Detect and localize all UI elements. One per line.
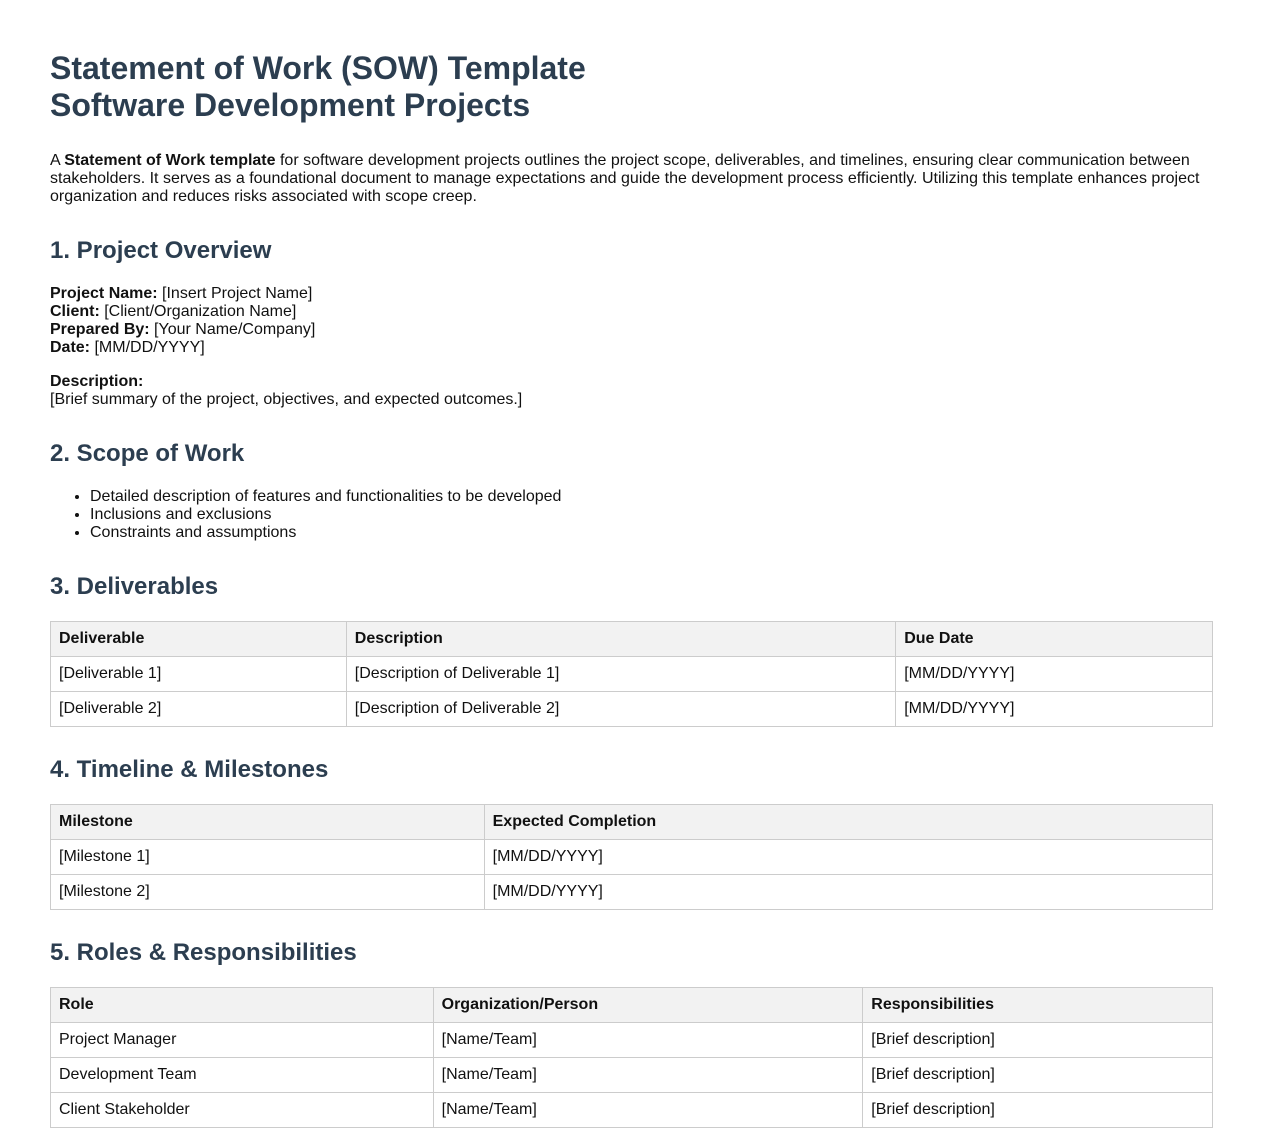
deliverables-table [50,621,1213,727]
table-row [51,1023,1213,1058]
table-header-row [51,622,1213,657]
scope-list [50,488,1213,542]
column-header: Organization/Person [433,988,863,1023]
column-header: Due Date [896,622,1213,657]
overview-description [50,373,1213,409]
column-header: Expected Completion [484,805,1212,840]
field-value: [Insert Project Name] [157,285,313,302]
table-row [51,1093,1213,1128]
section-heading-overview: 1. Project Overview [50,237,272,264]
table-cell: [Brief description] [863,1023,1213,1058]
section-heading-timeline: 4. Timeline & Milestones [50,756,329,783]
table-cell: [Deliverable 2] [51,692,347,727]
table-cell: [Name/Team] [433,1023,863,1058]
table-cell: [MM/DD/YYYY] [484,875,1212,910]
table-row [51,840,1213,875]
column-header: Description [346,622,895,657]
field-label: Client: [50,303,100,320]
table-cell: Development Team [51,1058,434,1093]
column-header: Role [51,988,434,1023]
column-header: Responsibilities [863,988,1213,1023]
table-header-row [51,805,1213,840]
table-cell: [Name/Team] [433,1093,863,1128]
table-row [51,1058,1213,1093]
table-row [51,692,1213,727]
title-line-2: Software Development Projects [50,87,531,123]
roles-table [50,987,1213,1128]
column-header: Milestone [51,805,485,840]
table-cell: [Milestone 2] [51,875,485,910]
field-prepared-by [50,321,1213,339]
intro-prefix: A [50,152,65,169]
section-heading-deliverables: 3. Deliverables [50,573,219,600]
column-header: Deliverable [51,622,347,657]
table-cell: [Description of Deliverable 2] [346,692,895,727]
description-label: Description: [50,373,144,390]
table-row [51,657,1213,692]
field-value: [Your Name/Company] [149,321,316,338]
field-label: Project Name: [50,285,158,302]
intro-bold: Statement of Work template [64,152,276,169]
table-cell: [Description of Deliverable 1] [346,657,895,692]
section-heading-roles: 5. Roles & Responsibilities [50,939,357,966]
intro-paragraph [50,152,1213,206]
table-cell: [MM/DD/YYYY] [896,692,1213,727]
field-client [50,303,1213,321]
table-cell: Project Manager [51,1023,434,1058]
table-cell: Client Stakeholder [51,1093,434,1128]
list-item: • Inclusions and exclusions [90,506,1213,524]
list-item: • Constraints and assumptions [90,524,1213,542]
intro-rest: for software development projects outlines the project scope, deliverables, and timelines, ensuring clear communication between stakeholders. It serves as a foundational document to manage expectations and guide the development process efficiently. Utilizing this template enhances project organization and reduces risks associated with scope creep. [50,152,1200,205]
overview-fields [50,285,1213,357]
field-label: Prepared By: [50,321,150,338]
field-date [50,339,1213,357]
field-value: [MM/DD/YYYY] [90,339,205,356]
page-title [50,50,1213,124]
table-cell: [Brief description] [863,1058,1213,1093]
table-row [51,875,1213,910]
table-cell: [MM/DD/YYYY] [484,840,1212,875]
table-cell: [Deliverable 1] [51,657,347,692]
table-cell: [Milestone 1] [51,840,485,875]
table-header-row [51,988,1213,1023]
table-cell: [Name/Team] [433,1058,863,1093]
title-line-1: Statement of Work (SOW) Template [50,50,586,86]
timeline-table [50,804,1213,910]
description-value: [Brief summary of the project, objectives, and expected outcomes.] [50,391,523,408]
field-label: Date: [50,339,91,356]
field-value: [Client/Organization Name] [99,303,297,320]
field-project-name [50,285,1213,303]
section-heading-scope: 2. Scope of Work [50,440,245,467]
table-cell: [Brief description] [863,1093,1213,1128]
list-item: • Detailed description of features and functionalities to be developed [90,488,1213,506]
table-cell: [MM/DD/YYYY] [896,657,1213,692]
